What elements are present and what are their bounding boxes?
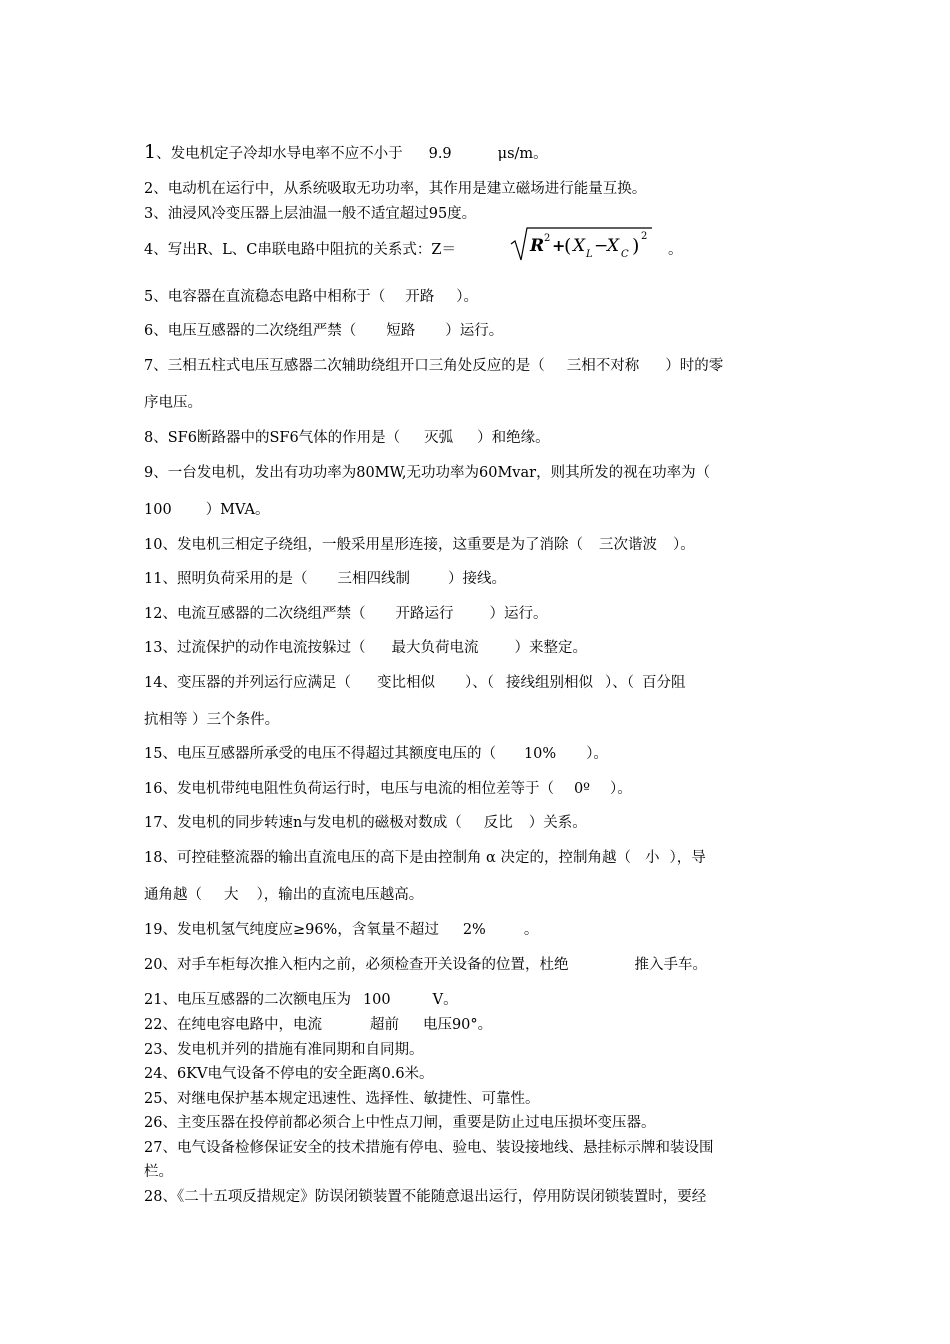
answer: 变比相似	[376, 675, 435, 691]
question-4-end	[668, 241, 698, 259]
question-15	[144, 745, 814, 763]
answer: 100	[362, 992, 391, 1008]
question-text: 栏。	[144, 1164, 173, 1180]
question-7-cont	[144, 394, 814, 412]
question-text: 11、照明负荷采用的是（	[144, 571, 308, 587]
question-text: 18、可控硅整流器的输出直流电压的高下是由控制角 α 决定的，控制角越（	[144, 850, 631, 866]
question-text: 7、三相五柱式电压互感器二次辅助绕组开口三角处反应的是（	[144, 358, 545, 374]
question-25	[144, 1090, 814, 1108]
question-27-cont	[144, 1163, 814, 1181]
unit: μs/m。	[497, 146, 548, 162]
question-text: ）。	[610, 781, 632, 797]
answer: 10%	[523, 746, 557, 762]
question-text: 8、SF6断路器中的SF6气体的作用是（	[144, 430, 401, 446]
question-8	[144, 429, 814, 447]
answer: 超前	[369, 1017, 399, 1033]
formula-sub-l: L	[586, 249, 593, 260]
question-17	[144, 814, 814, 832]
question-18	[144, 849, 814, 867]
formula-plus: +	[552, 236, 566, 255]
question-9-cont	[144, 501, 814, 519]
question-text: 3、油浸风冷变压器上层油温一般不适宜超过95度。	[144, 206, 477, 222]
answer: 100	[144, 502, 172, 518]
formula-rparen: )	[632, 235, 640, 257]
question-text: 6、电压互感器的二次绕组严禁（	[144, 323, 357, 339]
question-text: ）来整定。	[514, 640, 587, 656]
question-26	[144, 1114, 814, 1132]
question-text: 10、发电机三相定子绕组，一般采用星形连接，这重要是为了消除（	[144, 537, 583, 553]
question-text: 13、过流保护的动作电流按躲过（	[144, 640, 366, 656]
question-text: ）MVA。	[205, 502, 270, 518]
question-text: 24、6KV电气设备不停电的安全距离0.6米。	[144, 1066, 434, 1082]
question-text: 26、主变压器在投停前都必须合上中性点刀闸，重要是防止过电压损坏变压器。	[144, 1115, 656, 1131]
question-text: 25、对继电保护基本规定迅速性、选择性、敏捷性、可靠性。	[144, 1091, 540, 1107]
question-text: V。	[432, 992, 458, 1008]
question-text: ）运行。	[489, 606, 548, 622]
question-text: ）接线。	[447, 571, 506, 587]
answer: 三相四线制	[337, 571, 410, 587]
formula-sub-c: C	[621, 249, 629, 260]
question-4	[144, 241, 814, 259]
question-14-cont	[144, 711, 814, 729]
question-text: 17、发电机的同步转速n与发电机的磁极对数成（	[144, 815, 462, 831]
question-text: 28、《二十五项反措规定》防误闭锁装置不能随意退出运行，停用防误闭锁装置时，要经	[144, 1189, 707, 1205]
answer: 百分阻	[641, 675, 686, 691]
question-20	[144, 956, 814, 974]
answer: 大	[224, 887, 239, 903]
question-14	[144, 674, 814, 692]
question-text: 通角越（	[144, 887, 202, 903]
question-13	[144, 639, 814, 657]
question-text: 序电压。	[144, 395, 202, 411]
question-7	[144, 357, 814, 375]
formula-xc: X	[607, 236, 620, 256]
answer: 三次谐波	[598, 537, 657, 553]
question-22	[144, 1016, 814, 1034]
impedance-formula	[508, 224, 658, 264]
answer: 开路运行	[395, 606, 454, 622]
question-text: 15、电压互感器所承受的电压不得超过其额度电压的（	[144, 746, 496, 762]
answer: 反比	[483, 815, 513, 831]
question-9	[144, 464, 814, 482]
question-text: 27、电气设备检修保证安全的技术措施有停电、验电、装设接地线、悬挂标示牌和装设围	[144, 1140, 714, 1156]
question-text: 4、写出R、L、C串联电路中阻抗的关系式：Z＝	[144, 242, 456, 258]
question-text: 14、变压器的并列运行应满足（	[144, 675, 351, 691]
formula-xl: X	[573, 236, 586, 256]
question-text: ）。	[672, 537, 695, 553]
formula-lparen: (	[564, 235, 572, 257]
answer: 2%	[462, 922, 486, 938]
answer: 三相不对称	[566, 358, 640, 374]
question-6	[144, 322, 814, 340]
question-text: 抗相等 ）三个条件。	[144, 712, 280, 728]
question-text: 22、在纯电容电路中，电流	[144, 1017, 322, 1033]
question-text: 20、对手车柜每次推入柜内之前，必须检查开关设备的位置，杜绝	[144, 957, 569, 973]
question-text: ）和绝缘。	[477, 430, 550, 446]
question-18-cont	[144, 886, 814, 904]
question-28	[144, 1188, 814, 1206]
answer: 9.9	[428, 146, 452, 162]
question-text: 16、发电机带纯电阻性负荷运行时，电压与电流的相位差等于（	[144, 781, 554, 797]
formula-exp1: 2	[544, 233, 551, 244]
question-text: 、发电机定子冷却水导电率不应不小于	[156, 146, 403, 162]
formula-minus: −	[594, 236, 609, 256]
question-24	[144, 1065, 814, 1083]
question-text: ），导	[669, 850, 706, 866]
question-10	[144, 536, 814, 554]
answer: 推入手车。	[634, 957, 707, 973]
question-3	[144, 205, 814, 223]
question-text: ）。	[586, 746, 608, 762]
answer: 灭弧	[424, 430, 454, 446]
question-text: 21、电压互感器的二次额电压为	[144, 992, 351, 1008]
question-27	[144, 1139, 814, 1157]
answer: 短路	[386, 323, 416, 339]
question-text: 23、发电机并列的措施有准同期和自同期。	[144, 1042, 424, 1058]
question-text: 9、一台发电机，发出有功功率为80MW,无功功率为60Mvar，则其所发的视在功率为（	[144, 465, 711, 481]
answer: 小	[644, 850, 660, 866]
question-text: ）运行。	[445, 323, 504, 339]
question-11	[144, 570, 814, 588]
question-text: 。	[668, 242, 683, 258]
question-21	[144, 991, 814, 1009]
question-text: 19、发电机氢气纯度应≥96%，含氧量不超过	[144, 922, 439, 938]
question-text: 2、电动机在运行中，从系统吸取无功功率，其作用是建立磁场进行能量互换。	[144, 181, 647, 197]
question-number: 1	[144, 141, 157, 163]
question-text: ），输出的直流电压越高。	[256, 887, 424, 903]
question-text: ）。	[456, 289, 478, 305]
answer: 最大负荷电流	[391, 640, 479, 656]
question-23	[144, 1041, 814, 1059]
question-text: ）、（	[604, 675, 634, 691]
question-text: 。	[523, 922, 539, 938]
question-text: 12、电流互感器的二次绕组严禁（	[144, 606, 366, 622]
question-12	[144, 605, 814, 623]
question-19	[144, 921, 814, 939]
question-text: 电压90°。	[422, 1017, 493, 1033]
question-1	[144, 143, 814, 163]
formula-exp2: 2	[641, 231, 648, 242]
question-text: ）时的零	[665, 358, 724, 374]
question-text: 5、电容器在直流稳态电路中相称于（	[144, 289, 386, 305]
formula-r: R	[530, 236, 545, 256]
answer: 0º	[573, 781, 590, 797]
answer: 接线组别相似	[505, 675, 593, 691]
answer: 开路	[405, 289, 435, 305]
question-16	[144, 780, 814, 798]
question-2	[144, 180, 814, 198]
question-text: ）关系。	[528, 815, 587, 831]
question-5	[144, 288, 814, 306]
question-text: ）、（	[464, 675, 494, 691]
